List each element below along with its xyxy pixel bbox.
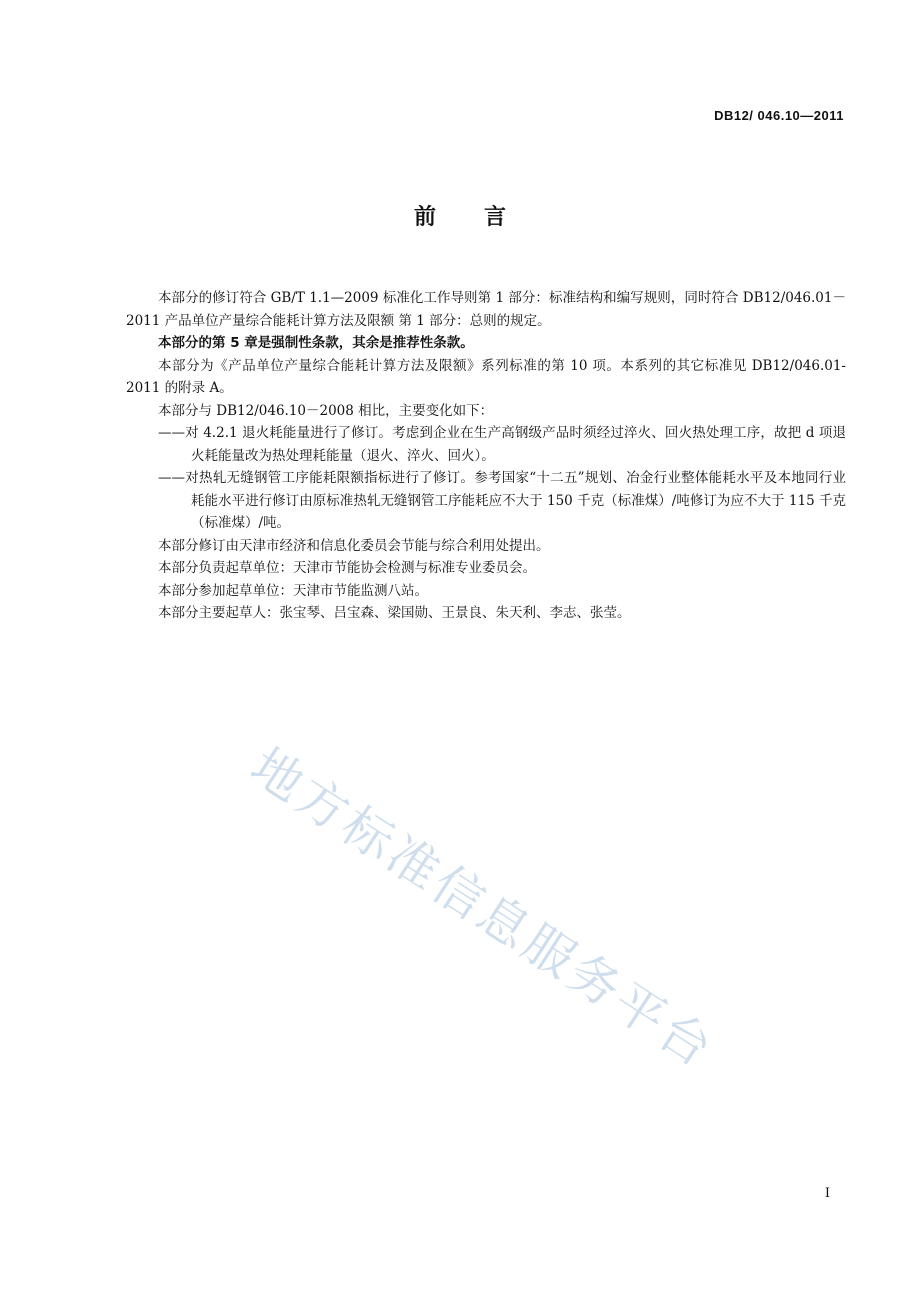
watermark: 地方标准信息服务平台	[240, 736, 726, 1080]
change-item-energy-limit: ——对热轧无缝钢管工序能耗限额指标进行了修订。参考国家“十二五”规划、冶金行业整体能耗水平及本地同行业耗能水平进行修订由原标准热轧无缝钢管工序能耗应不大于 150 千克（标准煤）/吨修订为应不大于 115 千克（标准煤）/吨。	[158, 470, 846, 531]
document-code: DB12/ 046.10—2011	[714, 108, 844, 123]
paragraph-changes-intro: 本部分与 DB12/046.10－2008 相比，主要变化如下：	[158, 402, 494, 419]
paragraph-participating-drafter: 本部分参加起草单位：天津市节能监测八站。	[158, 582, 428, 599]
paragraph-series: 本部分为《产品单位产量综合能耗计算方法及限额》系列标准的第 10 项。本系列的其它标准见 DB12/046.01-2011 的附录 A。	[126, 357, 846, 396]
foreword-body	[126, 287, 846, 625]
paragraph-drafters: 本部分主要起草人：张宝琴、吕宝森、梁国勋、王景良、朱天利、李志、张莹。	[158, 605, 631, 621]
paragraph-conformance: 本部分的修订符合 GB/T 1.1—2009 标准化工作导则第 1 部分：标准结构和编写规则，同时符合 DB12/046.01－2011 产品单位产量综合能耗计算方法及限额 第 1 部分：总则的规定。	[126, 290, 846, 329]
paragraph-proposer: 本部分修订由天津市经济和信息化委员会节能与综合利用处提出。	[158, 537, 550, 554]
change-item-annealing: ——对 4.2.1 退火耗能量进行了修订。考虑到企业在生产高钢级产品时须经过淬火、回火热处理工序，故把 d 项退火耗能量改为热处理耗能量（退火、淬火、回火）。	[158, 425, 846, 464]
paragraph-mandatory-clause: 本部分的第 5 章是强制性条款，其余是推荐性条款。	[158, 335, 474, 351]
page-title: 前言	[413, 205, 554, 230]
paragraph-lead-drafter: 本部分负责起草单位：天津市节能协会检测与标准专业委员会。	[158, 560, 536, 576]
page-number: I	[824, 1186, 830, 1201]
